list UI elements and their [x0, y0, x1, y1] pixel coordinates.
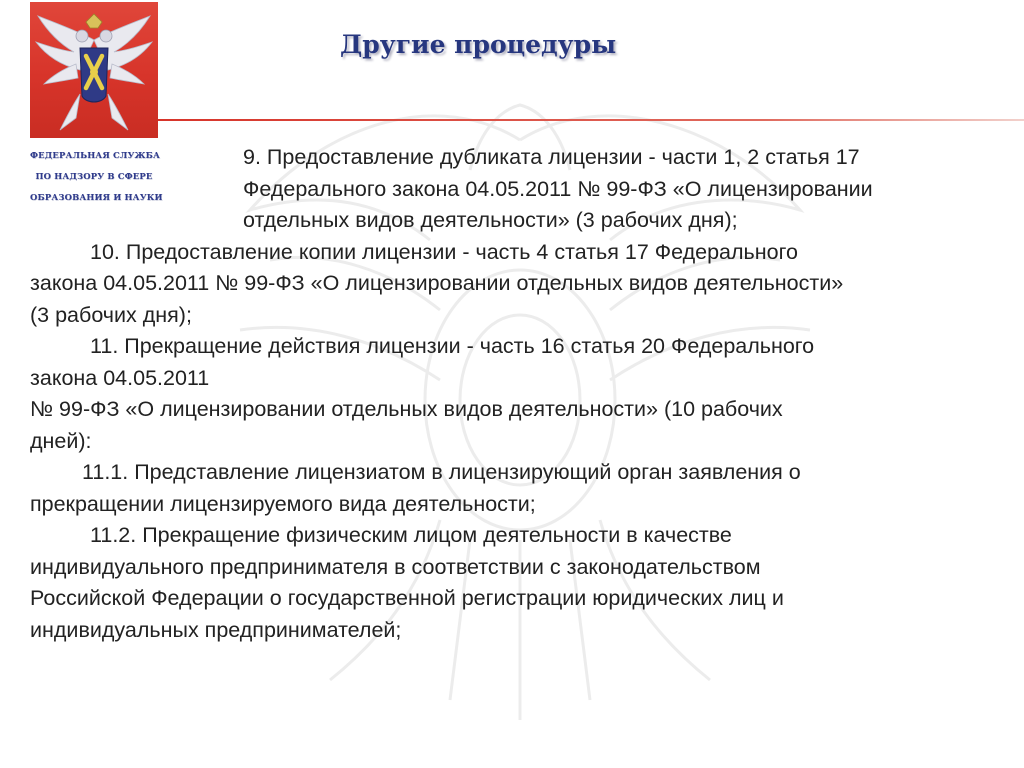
agency-line: ОБРАЗОВАНИЯ И НАУКИ [30, 192, 163, 202]
item-11-1-line: прекращении лицензируемого вида деятельности; [30, 491, 536, 516]
double-headed-eagle-icon [30, 2, 158, 138]
item-9-line: Федерального закона 04.05.2011 № 99-ФЗ «О лицензировании [243, 176, 873, 201]
item-11-line: закона 04.05.2011 [30, 365, 210, 390]
item-11-2-line: Российской Федерации о государственной регистрации юридических лиц и [30, 586, 784, 610]
item-10-line: закона 04.05.2011 № 99-ФЗ «О лицензировании отдельных видов деятельности» [30, 271, 844, 295]
item-11-line: № 99-ФЗ «О лицензировании отдельных видов деятельности» (10 рабочих [30, 397, 783, 421]
item-11-2-line: индивидуальных предпринимателей; [30, 617, 402, 642]
item-9-line: отдельных видов деятельности» (3 рабочих дня); [243, 208, 738, 232]
item-11-line: дней): [30, 428, 92, 453]
item-11-1-line: 11.1. Представление лицензиатом в лицензирующий орган заявления о [82, 460, 801, 484]
agency-line: ФЕДЕРАЛЬНАЯ СЛУЖБА [30, 150, 161, 160]
agency-line: ПО НАДЗОРУ В СФЕРЕ [35, 171, 153, 181]
item-10-line: 10. Предоставление копии лицензии - часть 4 статья 17 Федерального [90, 239, 798, 264]
item-11-2-line: индивидуального предпринимателя в соответствии с законодательством [30, 554, 761, 579]
agency-logo [30, 2, 158, 138]
item-11-line: 11. Прекращение действия лицензии - часть 16 статья 20 Федерального [90, 334, 815, 358]
item-9-line: 9. Предоставление дубликата лицензии - части 1, 2 статья 17 [243, 145, 860, 169]
item-11-2-line: 11.2. Прекращение физическим лицом деятельности в качестве [90, 523, 732, 547]
procedures-text [30, 142, 1015, 646]
page-title: Другие процедуры [340, 30, 617, 59]
title-divider [158, 119, 1024, 121]
item-10-line: (3 рабочих дня); [30, 302, 192, 327]
